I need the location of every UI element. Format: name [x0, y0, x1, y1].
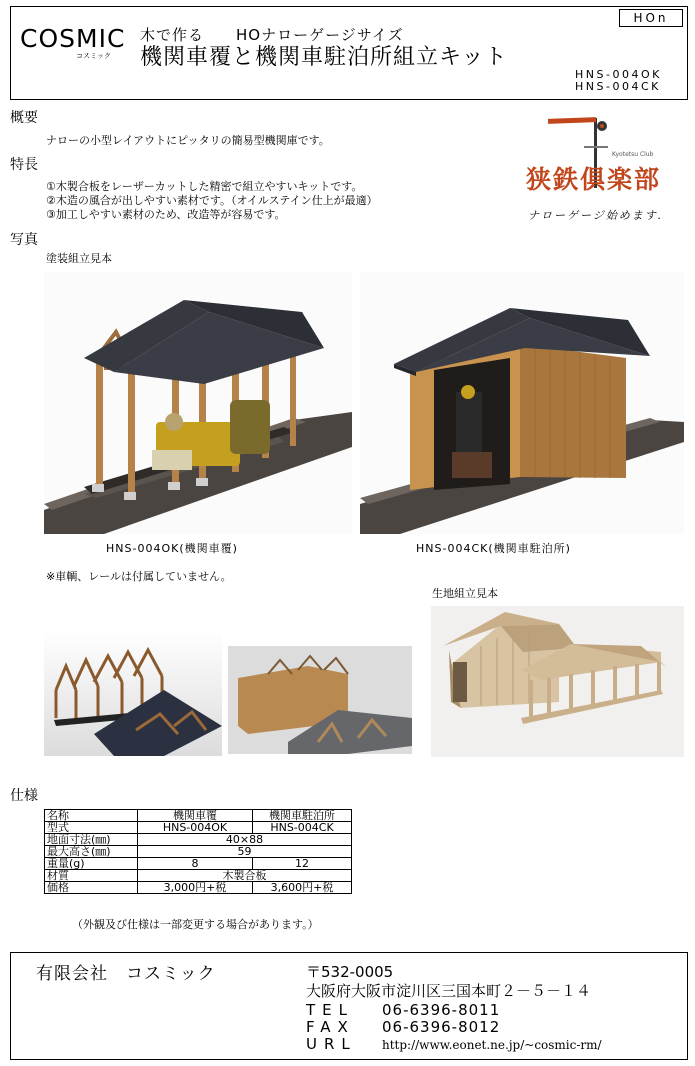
- postal-code: 〒532-0005: [306, 963, 394, 981]
- website-link[interactable]: http://www.eonet.ne.jp/~cosmic-rm/: [382, 1038, 602, 1052]
- not-included-note: ※車輌、レールは付属していません。: [46, 570, 232, 583]
- spec-label: 最大高さ(㎜): [45, 846, 138, 858]
- company-name: 有限会社 コスミック: [36, 964, 216, 984]
- spec-value: 59: [138, 846, 352, 858]
- photo-raw-parts-1: [44, 630, 222, 756]
- overview-text: ナローの小型レイアウトにピッタリの簡易型機関庫です。: [46, 134, 330, 147]
- spec-label: 材質: [45, 870, 138, 882]
- logo-subtext: コスミック: [76, 52, 111, 60]
- table-row: [45, 846, 352, 858]
- table-row: [45, 858, 352, 870]
- spec-note: （外観及び仕様は一部変更する場合があります。）: [72, 918, 319, 931]
- spec-label: 地面寸法(㎜): [45, 834, 138, 846]
- subtitle: 木で作る HOナローゲージサイズ: [140, 26, 404, 44]
- photo-raw-parts-2: [228, 646, 412, 754]
- caption-open-shed: HNS-004OK(機関車覆): [106, 542, 238, 555]
- spec-value: 木製合板: [138, 870, 352, 882]
- logo-text: COSMIC: [20, 24, 126, 53]
- scale-badge: HOn: [619, 9, 683, 27]
- painted-sample-label: 塗装組立見本: [46, 252, 112, 265]
- photo-closed-shed: [360, 272, 684, 534]
- spec-header-name: 名称: [45, 810, 138, 822]
- tel-label: TEL: [306, 1001, 354, 1019]
- product-code-1: HNS-004OK: [575, 68, 662, 81]
- club-logo: [520, 108, 690, 230]
- spec-label: 価格: [45, 882, 138, 894]
- fax-label: FAX: [306, 1018, 355, 1036]
- overview-heading: 概要: [10, 110, 38, 126]
- table-row: [45, 882, 352, 894]
- table-row: [45, 870, 352, 882]
- table-row: [45, 810, 352, 822]
- photos-heading: 写真: [10, 232, 38, 248]
- tel-number: 06-6396-8011: [382, 1001, 501, 1019]
- spec-value: 8: [138, 858, 253, 870]
- svg-text:Kyotetsu Club: Kyotetsu Club: [612, 151, 654, 158]
- spec-heading: 仕様: [10, 788, 38, 804]
- club-name: 狭鉄倶楽部: [526, 165, 662, 194]
- spec-value: 3,600円+税: [253, 882, 352, 894]
- spec-value: 12: [253, 858, 352, 870]
- features-heading: 特長: [10, 157, 38, 173]
- photo-raw-assembled: [431, 606, 684, 757]
- spec-header-col-b: 機関車駐泊所: [253, 810, 352, 822]
- spec-value: 3,000円+税: [138, 882, 253, 894]
- feature-item-2: ②木造の風合が出しやすい素材です。（オイルステイン仕上が最適）: [46, 194, 378, 207]
- fax-number: 06-6396-8012: [382, 1018, 501, 1036]
- product-code-2: HNS-004CK: [575, 80, 661, 93]
- spec-label: 重量(g): [45, 858, 138, 870]
- spec-header-col-a: 機関車覆: [138, 810, 253, 822]
- feature-item-3: ③加工しやすい素材のため、改造等が容易です。: [46, 208, 286, 221]
- spec-value: 40×88: [138, 834, 352, 846]
- club-tagline: ナローゲージ始めます.: [528, 209, 664, 222]
- cosmic-logo: [20, 24, 126, 62]
- spec-value: HNS-004CK: [253, 822, 352, 834]
- url-label: URL: [306, 1035, 357, 1053]
- spec-table: [44, 809, 352, 894]
- table-row: [45, 834, 352, 846]
- page-title: 機関車覆と機関車駐泊所組立キット: [140, 45, 508, 70]
- raw-sample-label: 生地組立見本: [432, 587, 498, 600]
- table-row: [45, 822, 352, 834]
- caption-closed-shed: HNS-004CK(機関車駐泊所): [416, 542, 571, 555]
- address: 大阪府大阪市淀川区三国本町２－５－１４: [306, 982, 592, 1000]
- spec-value: HNS-004OK: [138, 822, 253, 834]
- spec-label: 型式: [45, 822, 138, 834]
- feature-item-1: ①木製合板をレーザーカットした精密で組立やすいキットです。: [46, 180, 363, 193]
- photo-open-shed: [44, 272, 352, 534]
